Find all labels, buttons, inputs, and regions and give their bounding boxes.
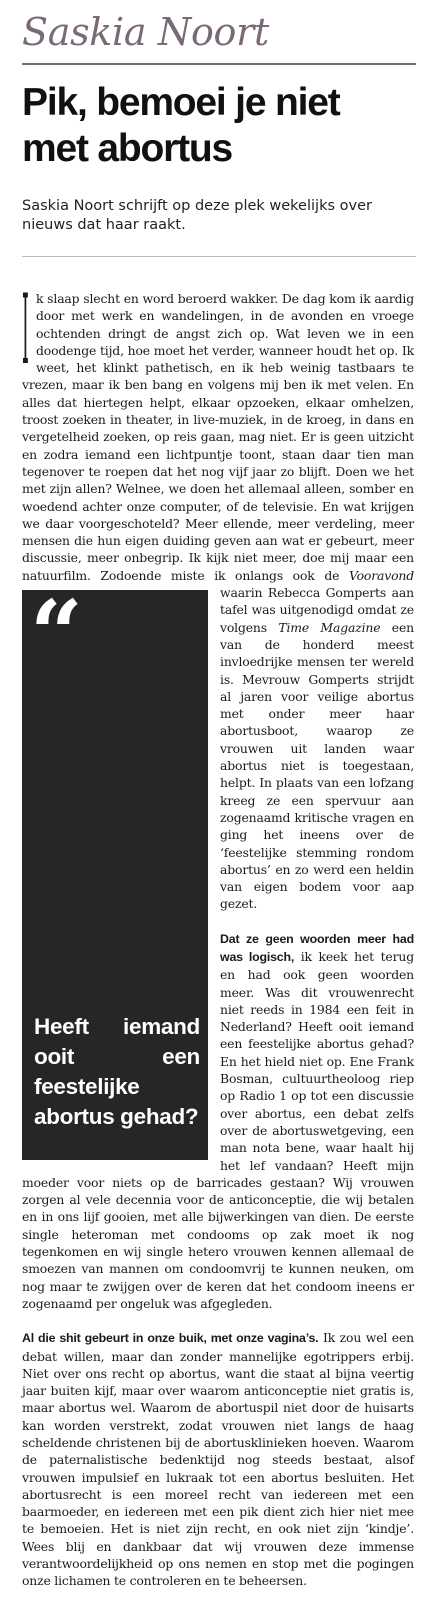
pull-quote-text: Heeft iemand ooit een feestelijke abortus gehad? [34, 1014, 200, 1129]
magazine-title: Time Magazine [278, 619, 381, 635]
paragraph-2-lead: Dat ze geen woorden meer had was logisch, [220, 931, 414, 964]
article-intro: Saskia Noort schrijft op deze plek wekelijks over nieuws dat haar raakt. [22, 198, 372, 233]
paragraph-2: Dat ze geen woorden meer had was logisch, ik keek het terug en had ook geen woorden meer. Was dit vrouwenrecht niet reeds in 1984 een feit in Nederland? Heeft ooit iemand een feestelijke abortus gehad? En het hield niet op. Ene Frank Bosman, cultuurtheoloog riep op Radio 1 op tot een discussie over abortus, een debat zelfs over de abortuswetgeving, een man nota bene, waar haalt hij het lef vandaan? Heeft mijn moeder voor niets op de barricades gestaan? Wij vrouwen zorgen al vele decennia voor de anticonceptie, die wij betalen en in ons lijf gooien, met alle bijwerkingen van dien. De eerste single heteroman met condooms op zak moet ik nog tegenkomen en wij single hetero vrouwen kennen allemaal de smoezen van mannen om condoomvrij te kunnen neuken, om nog maar te zwijgen over de keren dat het condoom ineens er zogenaamd per ongeluk was afgegleden. [22, 931, 414, 1311]
header-rule [22, 63, 416, 65]
show-title: Vooravond [348, 567, 414, 583]
author-name: Saskia Noort [22, 10, 269, 54]
article-body [22, 274, 414, 1590]
article-headline: Pik, bemoei je niet met abortus [22, 81, 340, 170]
intro-divider [22, 256, 416, 257]
paragraph-3: Al die shit gebeurt in onze buik, met onze vagina’s. Ik zou wel een debat willen, maar dan zonder mannelijke egotrippers erbij. Niet over ons recht op abortus, want die staat al bijna veertig jaar buiten kijf, maar over waarom anticonceptie niet gratis is, maar abortus wel. Waarom de abortuspil niet door de huisarts kan worden verstrekt, zodat vrouwen niet langs de haag scheldende christenen bij de abortusklinieken hoeven. Waarom de paternalistische bedenktijd nog steeds bestaat, alsof vrouwen impulsief en lukraak tot een abortus besluiten. Het abortusrecht is een moreel recht van iedereen met een baarmoeder, en iedereen met een pik dient zich hier niet mee te bemoeien. Het is niet zijn recht, en ook niet zijn ‘kindje’. Wees blij en dankbaar dat wij vrouwen deze immense verantwoordelijkheid op ons nemen en stop met die pogingen onze lichamen te controleren en te beheersen. [22, 1330, 414, 1589]
quote-icon: “ [30, 580, 83, 688]
paragraph-3-lead: Al die shit gebeurt in onze buik, met onze vagina’s. [22, 1331, 319, 1346]
drop-cap: I [22, 274, 29, 386]
paragraph-1: k slaap slecht en word beroerd wakker. De dag kom ik aardig door met werk en wandelingen, in de avonden en vroege ochtenden dringt de angst zich op. Wat leven we in een doodenge tijd, hoe moet het verder, wanneer houdt het op. Ik weet, het klinkt pathetisch, en ik heb weinig tastbaars te vrezen, maar ik ben bang en volgens mij ben ik met velen. En alles dat hiertegen helpt, elkaar opzoeken, elkaar omhelzen, troost zoeken in theater, in live-muziek, in de kroeg, in dans en vergetelheid zoeken, op reis gaan, mag niet. Er is geen uitzicht en zodra iemand een lichtpuntje toont, staan daar tien man tegenover te roepen dat het nog vijf jaar zo blijft. Doen we het met zijn allen? Welnee, we doen het allemaal alleen, somber en woedend achter onze computer, of de televisie. En wat krijgen we daar voorgeschoteld? Meer ellende, meer verdeling, meer mensen die hun eigen duiding geven aan wat er gebeurt, meer discussie, meer onbegrip. Ik kijk niet meer, doe mij maar een natuurfilm. Zodoende miste ik onlangs ook de Vooravond waarin Rebecca Gomperts aan tafel was uitgenodigd omdat ze volgens Time Magazine een van de honderd meest invloedrijke mensen ter wereld is. Mevrouw Gomperts strijdt al jaren voor veilige abortus met onder meer haar abortusboot, waarop ze vrouwen uit landen waar abortus niet is toegestaan, helpt. In plaats van een lofzang kreeg ze een spervuur aan zogenaamd kritische vragen en ging het ineens over de ‘feestelijke stemming rondom abortus’ en zo werd een heldin van eigen bodem voor aap gezet. [22, 291, 414, 912]
pull-quote [22, 580, 208, 1160]
